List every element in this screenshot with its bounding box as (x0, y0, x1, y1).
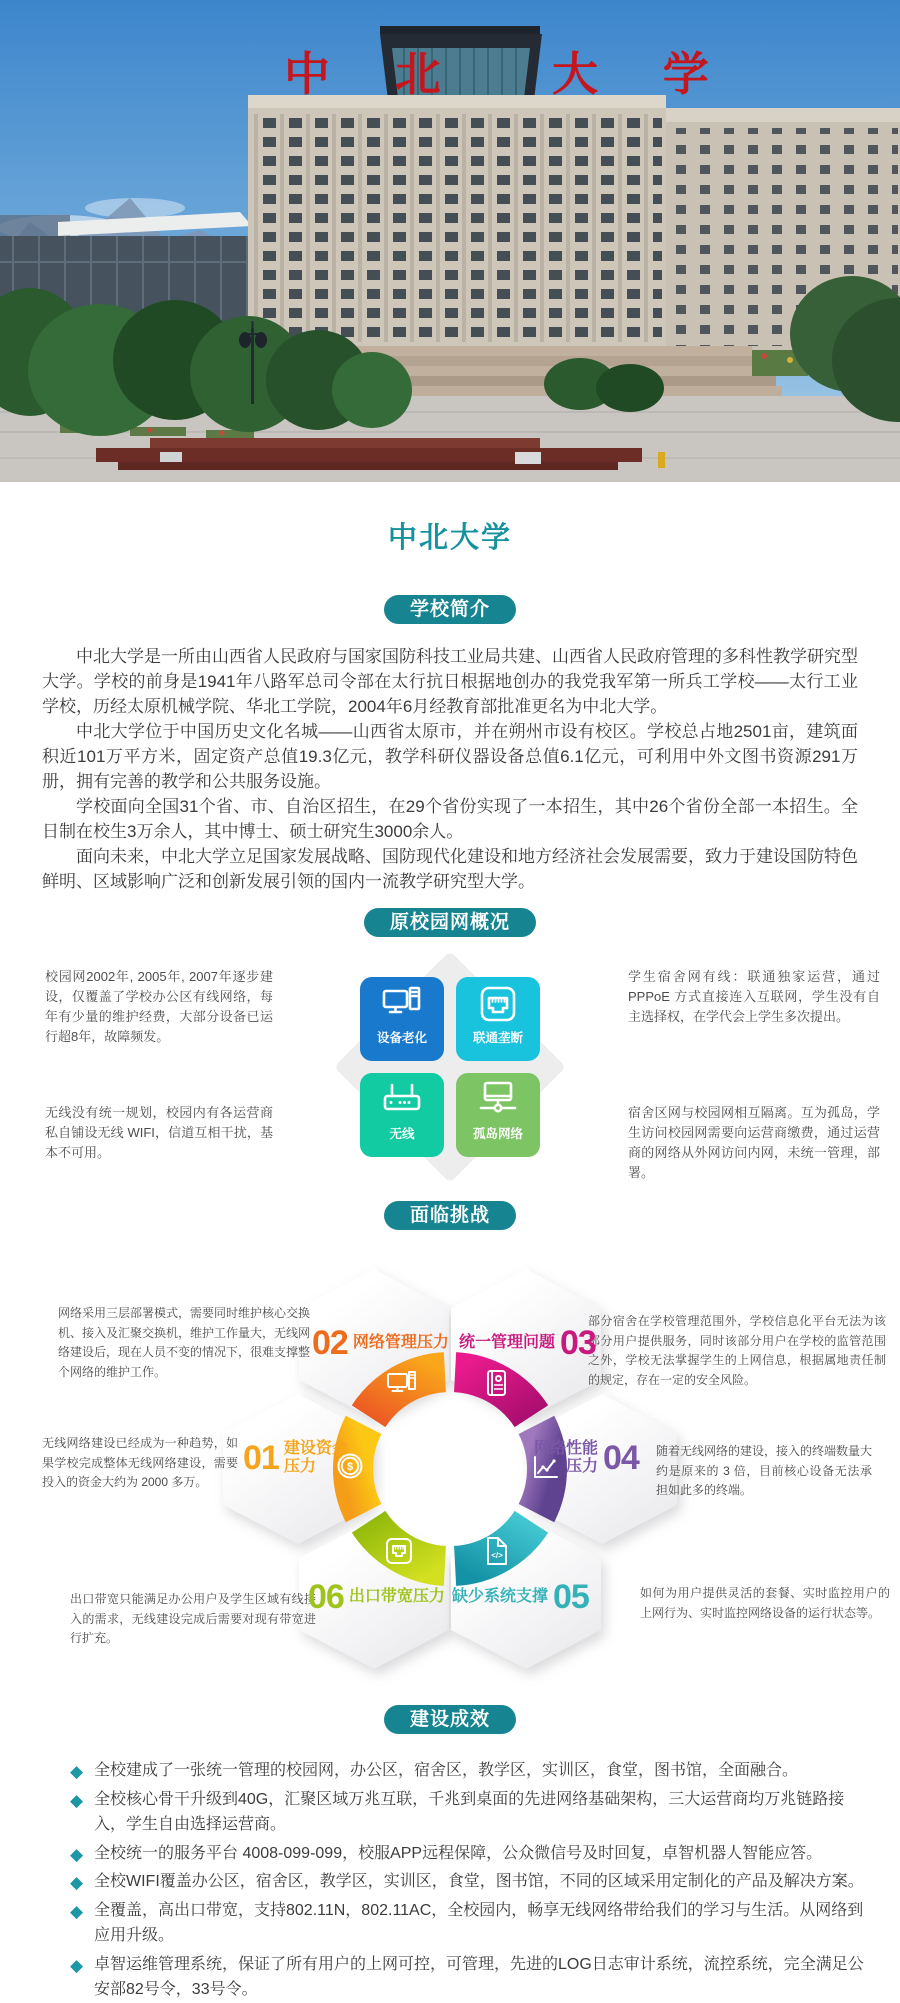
rooftop-sign-left: 中 北 (284, 48, 467, 100)
diamond-bullet-icon: ◆ (70, 1762, 84, 1781)
result-item (70, 1869, 872, 1895)
section-badge-overview: 原校园网概况 (364, 908, 536, 937)
challenge-title: 缺少系统支撑 (452, 1587, 549, 1605)
challenge-number: 02 (312, 1324, 348, 1362)
tile-wireless (360, 1073, 444, 1157)
result-text: 全覆盖，高出口带宽，支持802.11N，802.11AC，全校园内，畅享无线网络带给我们的学习与生活。从网络到应用升级。 (94, 1901, 864, 1944)
intro-paragraph: 中北大学位于中国历史文化名城——山西省太原市，并在朔州市设有校区。学校总占地2501亩，建筑面积近101万平方米，固定资产总值19.3亿元，教学科研仪器设备总值6.1亿元，可利用中外文图书资源291万册，拥有完善的教学和公共服务设施。 (42, 722, 858, 791)
island-network-icon (476, 1079, 520, 1123)
result-item (70, 1841, 872, 1867)
diamond-bullet-icon: ◆ (70, 1901, 84, 1921)
tile-label: 孤岛网络 (472, 1127, 523, 1141)
section-badge-results: 建设成效 (384, 1705, 516, 1734)
challenge-title: 网络性能压力 (533, 1440, 598, 1476)
challenge-desc-01: 无线网络建设已经成为一种趋势，如果学校完成整体无线网络建设，需要投入的资金大约为 2000 多万。 (42, 1436, 238, 1489)
intro-paragraph: 面向未来，中北大学立足国家发展战略、国防现代化建设和地方经济社会发展需要，致力于建设国防特色鲜明、区域影响广泛和创新发展引领的国内一流教学研究型大学。 (42, 847, 858, 891)
tile-device-aging (360, 977, 444, 1061)
tile-label: 无线 (389, 1127, 415, 1141)
challenge-desc-06: 出口带宽只能满足办公用户及学生区域有线接入的需求，无线建设完成后需要对现有带宽进行扩充。 (70, 1592, 316, 1645)
overview-text-left-top: 校园网2002年, 2005年, 2007年逐步建设，仅覆盖了学校办公区有线网络，每年有少量的维护经费，大部分设备已运行超8年，故障频发。 (45, 969, 273, 1044)
challenge-number: 05 (553, 1578, 589, 1616)
challenges-diagram (0, 1262, 900, 1692)
tile-label: 设备老化 (376, 1031, 427, 1045)
page-title: 中北大学 (387, 522, 512, 554)
result-text: 全校WIFI覆盖办公区，宿舍区，教学区，实训区，食堂，图书馆，不同的区域采用定制化的产品及解决方案。 (94, 1873, 864, 1890)
diamond-bullet-icon: ◆ (70, 1790, 84, 1810)
tile-unicom-monopoly (456, 977, 540, 1061)
diamond-bullet-icon: ◆ (70, 1844, 84, 1864)
result-text: 全校建成了一张统一管理的校园网，办公区，宿舍区，教学区，实训区，食堂，图书馆，全面融合。 (94, 1762, 799, 1779)
challenge-desc-03: 部分宿舍在学校管理范围外，学校信息化平台无法为该部分用户提供服务，同时该部分用户在学校的监管范围之外，学校无法掌握学生的上网信息，根据属地责任制的规定，存在一定的安全风险。 (588, 1314, 886, 1387)
challenge-title: 网络管理压力 (352, 1333, 449, 1351)
svg-text:</>: </> (491, 1551, 503, 1560)
challenge-title: 出口带宽压力 (348, 1587, 445, 1605)
overview-section (0, 957, 900, 1185)
result-item (70, 1952, 872, 2003)
results-list (70, 1758, 872, 2003)
desktop-tower-icon (380, 983, 424, 1027)
ethernet-port-icon (476, 983, 520, 1027)
challenge-label-03 (459, 1326, 596, 1360)
issue-tile-grid (360, 977, 540, 1157)
challenge-desc-05: 如何为用户提供灵活的套餐、实时监控用户的上网行为、实时监控网络设备的运行状态等。 (640, 1586, 890, 1620)
tile-label: 联通垄断 (472, 1031, 523, 1045)
diamond-bullet-icon: ◆ (70, 1955, 84, 1975)
result-item (70, 1898, 872, 1949)
challenge-desc-04: 随着无线网络的建设，接入的终端数量大约是原来的 3 倍，目前核心设备无法承担如此多的终端。 (656, 1444, 873, 1497)
intro-section (42, 644, 858, 894)
challenge-number: 01 (243, 1439, 279, 1478)
challenge-title: 建设资金压力 (283, 1440, 348, 1476)
rooftop-sign-right: 大 学 (552, 48, 735, 100)
arc-06 (369, 1522, 445, 1566)
campus-photo-illustration (0, 0, 900, 482)
challenge-label-02 (312, 1326, 449, 1360)
overview-text-right-bottom: 宿舍区网与校园网相互隔离。互为孤岛，学生访问校园网需要向运营商缴费，通过运营商的网络从外网访问内网，未统一管理，部署。 (628, 1105, 880, 1180)
challenge-desc-02: 网络采用三层部署模式，需要同时维护核心交换机、接入及汇聚交换机，维护工作量大，无线网络建设后，现在人员不变的情况下，很难支撑整个网络的维护工作。 (58, 1306, 311, 1379)
intro-paragraph: 中北大学是一所由山西省人民政府与国家国防科技工业局共建、山西省人民政府管理的多科性教学研究型大学。学校的前身是1941年八路军总司令部在太行抗日根据地创办的我党我军第一所兵工学校——太行工业学校，历经太原机械学院、华北工学院，2004年6月经教育部批准更名为中北大学。 (42, 647, 858, 716)
wireless-router-icon (380, 1079, 424, 1123)
result-text: 全校核心骨干升级到40G，汇聚区域万兆互联，千兆到桌面的先进网络基础架构，三大运营商均万兆链路接入，学生自由选择运营商。 (94, 1790, 845, 1833)
challenge-label-04 (530, 1440, 639, 1477)
section-badge-intro: 学校简介 (384, 595, 516, 624)
tile-island-network (456, 1073, 540, 1157)
section-badge-challenges: 面临挑战 (384, 1201, 516, 1230)
hero-photo (0, 0, 900, 482)
overview-text-right-top: 学生宿舍网有线：联通独家运营，通过 PPPoE 方式直接连入互联网，学生没有自主选择权，在学代会上学生多次提出。 (628, 969, 880, 1024)
diamond-bullet-icon: ◆ (70, 1873, 84, 1892)
svg-text:$: $ (346, 1461, 354, 1473)
challenge-number: 06 (308, 1578, 344, 1616)
challenge-number: 03 (560, 1324, 596, 1362)
challenge-label-01 (243, 1440, 352, 1477)
intro-paragraph: 学校面向全国31个省、市、自治区招生，在29个省份实现了一本招生，其中26个省份全部一本招生。全日制在校生3万余人，其中博士、硕士研究生3000余人。 (42, 797, 858, 841)
challenge-label-06 (308, 1580, 445, 1614)
challenge-title: 统一管理问题 (459, 1333, 556, 1351)
challenge-number: 04 (603, 1439, 639, 1478)
overview-text-left-bottom: 无线没有统一规划，校园内有各运营商私自铺设无线 WIFI，信道互相干扰，基本不可用。 (45, 1105, 273, 1160)
result-text: 全校统一的服务平台 4008-099-099，校服APP远程保障，公众微信号及时回复，卓智机器人智能应答。 (94, 1844, 823, 1862)
challenge-label-05 (452, 1580, 589, 1614)
result-item (70, 1758, 872, 1784)
result-item (70, 1787, 872, 1838)
result-text: 卓智运维管理系统，保证了所有用户的上网可控，可管理，先进的LOG日志审计系统，流控系统，完全满足公安部82号令，33号令。 (94, 1955, 864, 1998)
